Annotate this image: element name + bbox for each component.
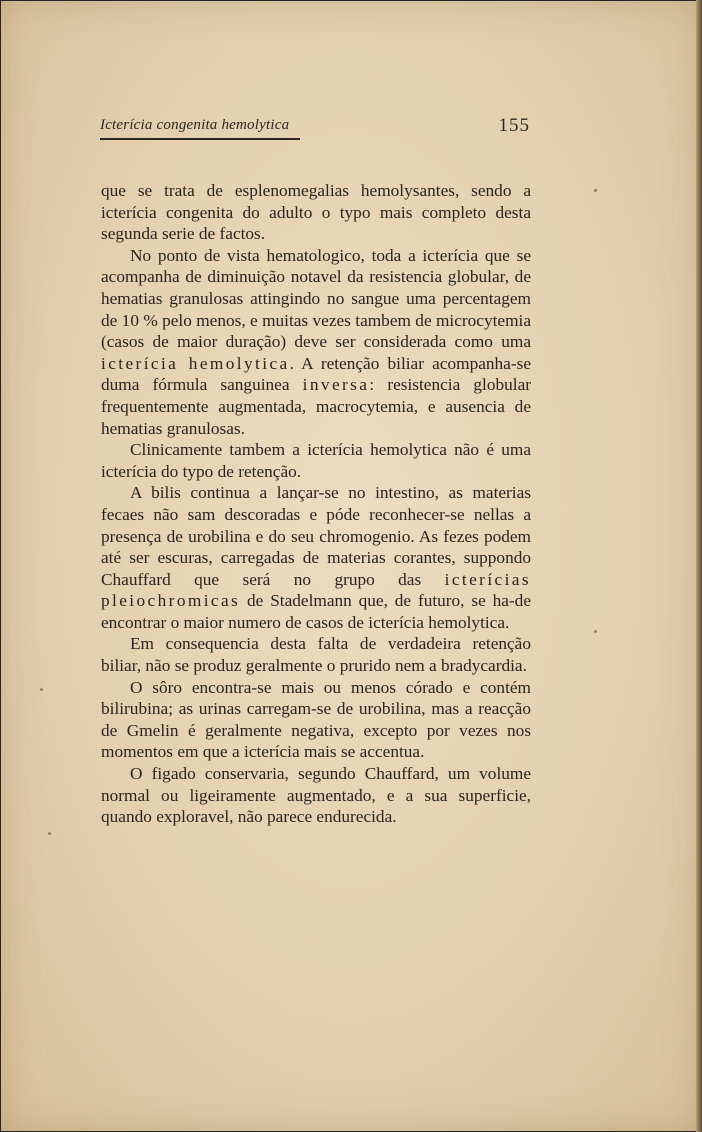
emphasis-icterícias-pleiochromicas: icterícias pleiochromicas <box>101 569 532 611</box>
paragraph-4 <box>101 482 531 633</box>
running-head <box>100 117 532 143</box>
emphasis-inversa: inversa <box>302 375 370 395</box>
paragraph-2-text-end: : resistencia globular frequentemente augmentada, macrocytemia, e ausencia de hematias granulosas. <box>101 375 532 438</box>
paper-speck <box>48 832 51 835</box>
paragraph-6-text: O sôro encontra-se mais ou menos córado e contém bilirubina; as urinas carregam-se de urobilina, mas a reacção de Gmelin é geralmente negativa, excepto por vezes nos momentos em que a icterícia mais se accentua. <box>101 677 531 762</box>
paragraph-5-text: Em consequencia desta falta de verdadeira retenção biliar, não se produz geralmente o prurido nem a bradycardia. <box>101 634 531 676</box>
paragraph-2 <box>101 245 531 439</box>
paragraph-1 <box>101 180 531 245</box>
paragraph-7 <box>101 763 531 828</box>
page-number: 155 <box>498 115 530 136</box>
body-text <box>101 180 531 828</box>
paragraph-1-text: que se trata de esplenomegalias hemolysantes, sendo a icterícia congenita do adulto o typo mais completo desta segunda serie de factos. <box>101 181 531 244</box>
paragraph-7-text: O figado conservaria, segundo Chauffard, um volume normal ou ligeiramente augmentado, e a sua superficie, quando exploravel, não parece endurecida. <box>101 764 531 827</box>
paragraph-6 <box>101 677 531 763</box>
paper-speck <box>594 189 597 192</box>
paragraph-3-text: Clinicamente tambem a icterícia hemolytica não é uma icterícia do typo de retenção. <box>101 440 531 481</box>
running-head-rule <box>100 138 300 140</box>
paragraph-4-text-end: de Stadelmann que, de futuro, se ha-de encontrar o maior numero de casos de icterícia hemolytica. <box>101 591 531 632</box>
page-binding-edge <box>696 0 702 1132</box>
emphasis-icterícia-hemolytica: icterícia hemolytica <box>101 353 290 373</box>
paragraph-5 <box>101 633 531 676</box>
paragraph-4-text: A bilis continua a lançar-se no intestino, as materias fecaes não sam descoradas e póde reconhecer-se nellas a presença de urobilina e do seu chromogenio. As fezes podem até ser escuras, carregadas de materias corantes, suppondo Chauffard que será no grupo das <box>101 483 531 589</box>
paragraph-2-text: No ponto de vista hematologico, toda a icterícia que se acompanha de diminuição notavel da resistencia globular, de hematias granulosas attingindo no sangue uma percentagem de 10 % pelo menos, e muitas vezes tambem de microcytemia (casos de maior duração) deve ser considerada como uma <box>101 245 531 352</box>
running-head-title: Icterícia congenita hemolytica <box>100 117 290 133</box>
paper-speck <box>40 688 43 691</box>
paper-speck <box>594 630 597 633</box>
paragraph-3 <box>101 439 531 482</box>
paragraph-2-text-cont: . A retenção biliar acompanha-se duma fórmula sanguinea <box>101 353 531 395</box>
